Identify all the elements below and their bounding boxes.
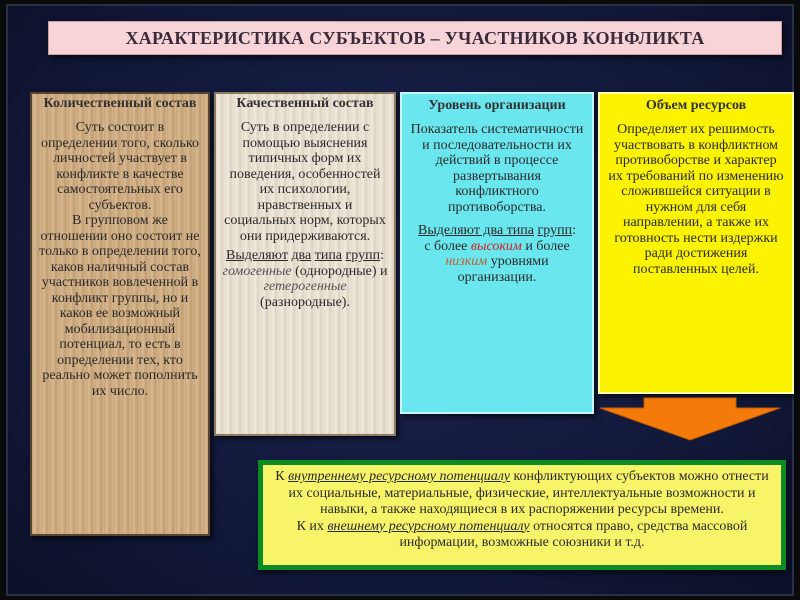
slide [6,4,794,596]
slide-title: ХАРАКТЕРИСТИКА СУБЪЕКТОВ – УЧАСТНИКОВ КОНФЛИКТА [48,21,782,55]
card-organization-level [400,92,594,414]
card-text: В групповом же отношении оно состоит не только в определении того, каков наличный состав участников вовлеченной в конфликт группы, но и каков ее возможный мобилизационный потенциал, то есть в определении тех, кто реально может пополнить их число. [39,213,201,399]
card-heading: Уровень организации [428,98,566,113]
group-types-line: Выделяют два типа групп: [226,248,384,263]
card-quantitative-composition [30,92,210,536]
card-resource-volume [598,92,794,394]
resource-potential-box [258,460,786,570]
card-text: Определяет их решимость участвовать в конфликтном противоборстве и характер их требований по изменению сложившейся ситуации в нужном для себя направлении, а также их готовность нести издержки ради достижения поставленных целей. [608,122,784,277]
group-type-homogeneous: гомогенные (однородные) и [222,263,388,279]
internal-potential-text: К внутреннему ресурсному потенциалу конфликтующих субъектов можно отнести их социальные, материальные, физические, интеллектуальные возможности и навыки, а также находящиеся в их распоряжении ресурсы времени. [275,469,769,517]
group-types-line: Выделяют два типа групп: [418,223,576,238]
card-heading: Количественный состав [43,96,197,111]
card-text: Показатель систематичности и последовательности их действий в процессе развертывания конфликтного противоборства. [410,122,584,215]
down-arrow-icon [592,396,788,442]
card-heading: Объем ресурсов [645,98,747,113]
organization-levels-text: с более высоким и более низким уровнями организации. [424,238,570,285]
group-type-heterogeneous: гетерогенные (разнородные). [260,279,350,310]
card-text: Суть состоит в определении того, сколько личностей участвует в конфликте в качестве самостоятельных его субъектов. [41,120,199,213]
card-heading: Качественный состав [236,96,374,111]
card-qualitative-composition [214,92,396,436]
external-potential-text: К их внешнему ресурсному потенциалу относятся право, средства массовой информации, возможные союзники и т.д. [296,518,748,550]
card-text: Суть в определении с помощью выяснения типичных форм их поведения, особенностей их психологии, нравственных и социальных норм, которых они придерживаются. [224,120,386,244]
